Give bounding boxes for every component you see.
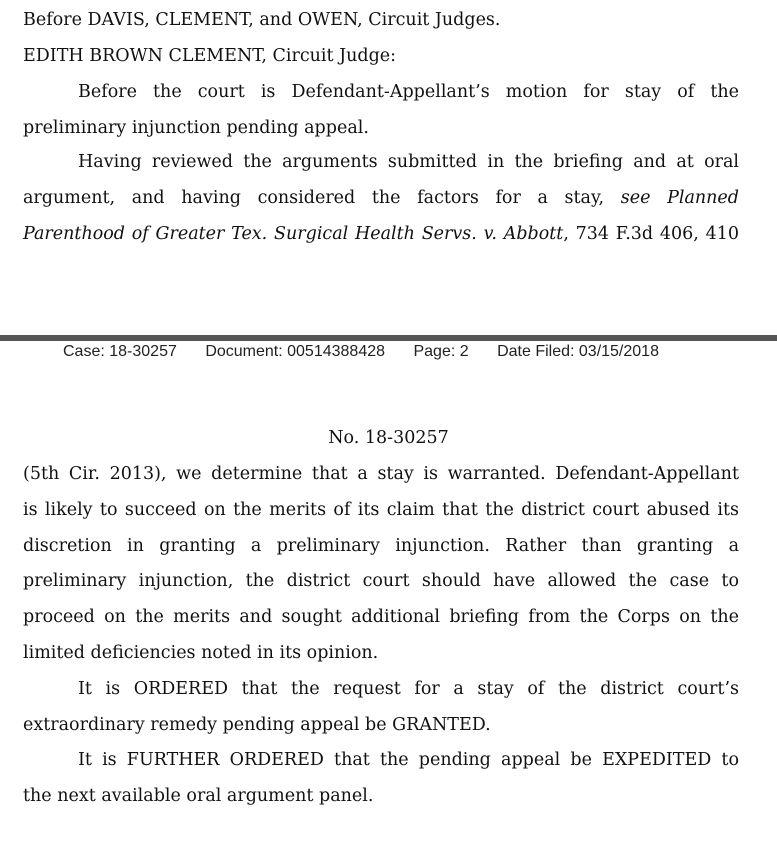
body-line-3: discretion in granting a preliminary injunction. Rather than granting a [23, 536, 739, 556]
document-number: Document: 00514388428 [205, 343, 386, 360]
body-line-1: (5th Cir. 2013), we determine that a stay is warranted. Defendant-Appellant [23, 464, 739, 484]
paragraph-2-line-3 [23, 224, 739, 244]
text-segment: , 734 F.3d 406, 410 [563, 224, 739, 244]
text-segment: argument, and having considered the factors for a stay, [23, 188, 621, 208]
page-divider [0, 335, 777, 341]
docket-number: No. 18-30257 [328, 428, 449, 448]
paragraph-2-line-1: Having reviewed the arguments submitted in the briefing and at oral [78, 152, 739, 172]
order-2-line-2: the next available oral argument panel. [23, 786, 374, 806]
order-2-line-1: It is FURTHER ORDERED that the pending appeal be EXPEDITED to [78, 750, 739, 770]
case-citation: Parenthood of Greater Tex. Surgical Health Servs. v. Abbott [23, 224, 564, 244]
body-line-2: is likely to succeed on the merits of its claim that the district court abused its [23, 500, 739, 520]
author-line: EDITH BROWN CLEMENT, Circuit Judge: [23, 46, 397, 66]
body-line-6: limited deficiencies noted in its opinion. [23, 643, 379, 663]
body-line-4: preliminary injunction, the district court should have allowed the case to [23, 571, 739, 591]
paragraph-2-line-2 [23, 188, 739, 208]
paragraph-1-line-2: preliminary injunction pending appeal. [23, 118, 369, 138]
date-filed: Date Filed: 03/15/2018 [497, 343, 659, 360]
case-citation: see Planned [620, 188, 739, 208]
order-1-line-2: extraordinary remedy pending appeal be GRANTED. [23, 715, 491, 735]
page-number: Page: 2 [413, 343, 469, 360]
panel-line: Before DAVIS, CLEMENT, and OWEN, Circuit Judges. [23, 10, 501, 30]
paragraph-1-line-1: Before the court is Defendant-Appellant’s motion for stay of the [78, 82, 739, 102]
case-number: Case: 18-30257 [63, 343, 177, 360]
order-1-line-1: It is ORDERED that the request for a stay of the district court’s [78, 679, 739, 699]
case-header [63, 343, 683, 361]
body-line-5: proceed on the merits and sought additional briefing from the Corps on the [23, 607, 739, 627]
